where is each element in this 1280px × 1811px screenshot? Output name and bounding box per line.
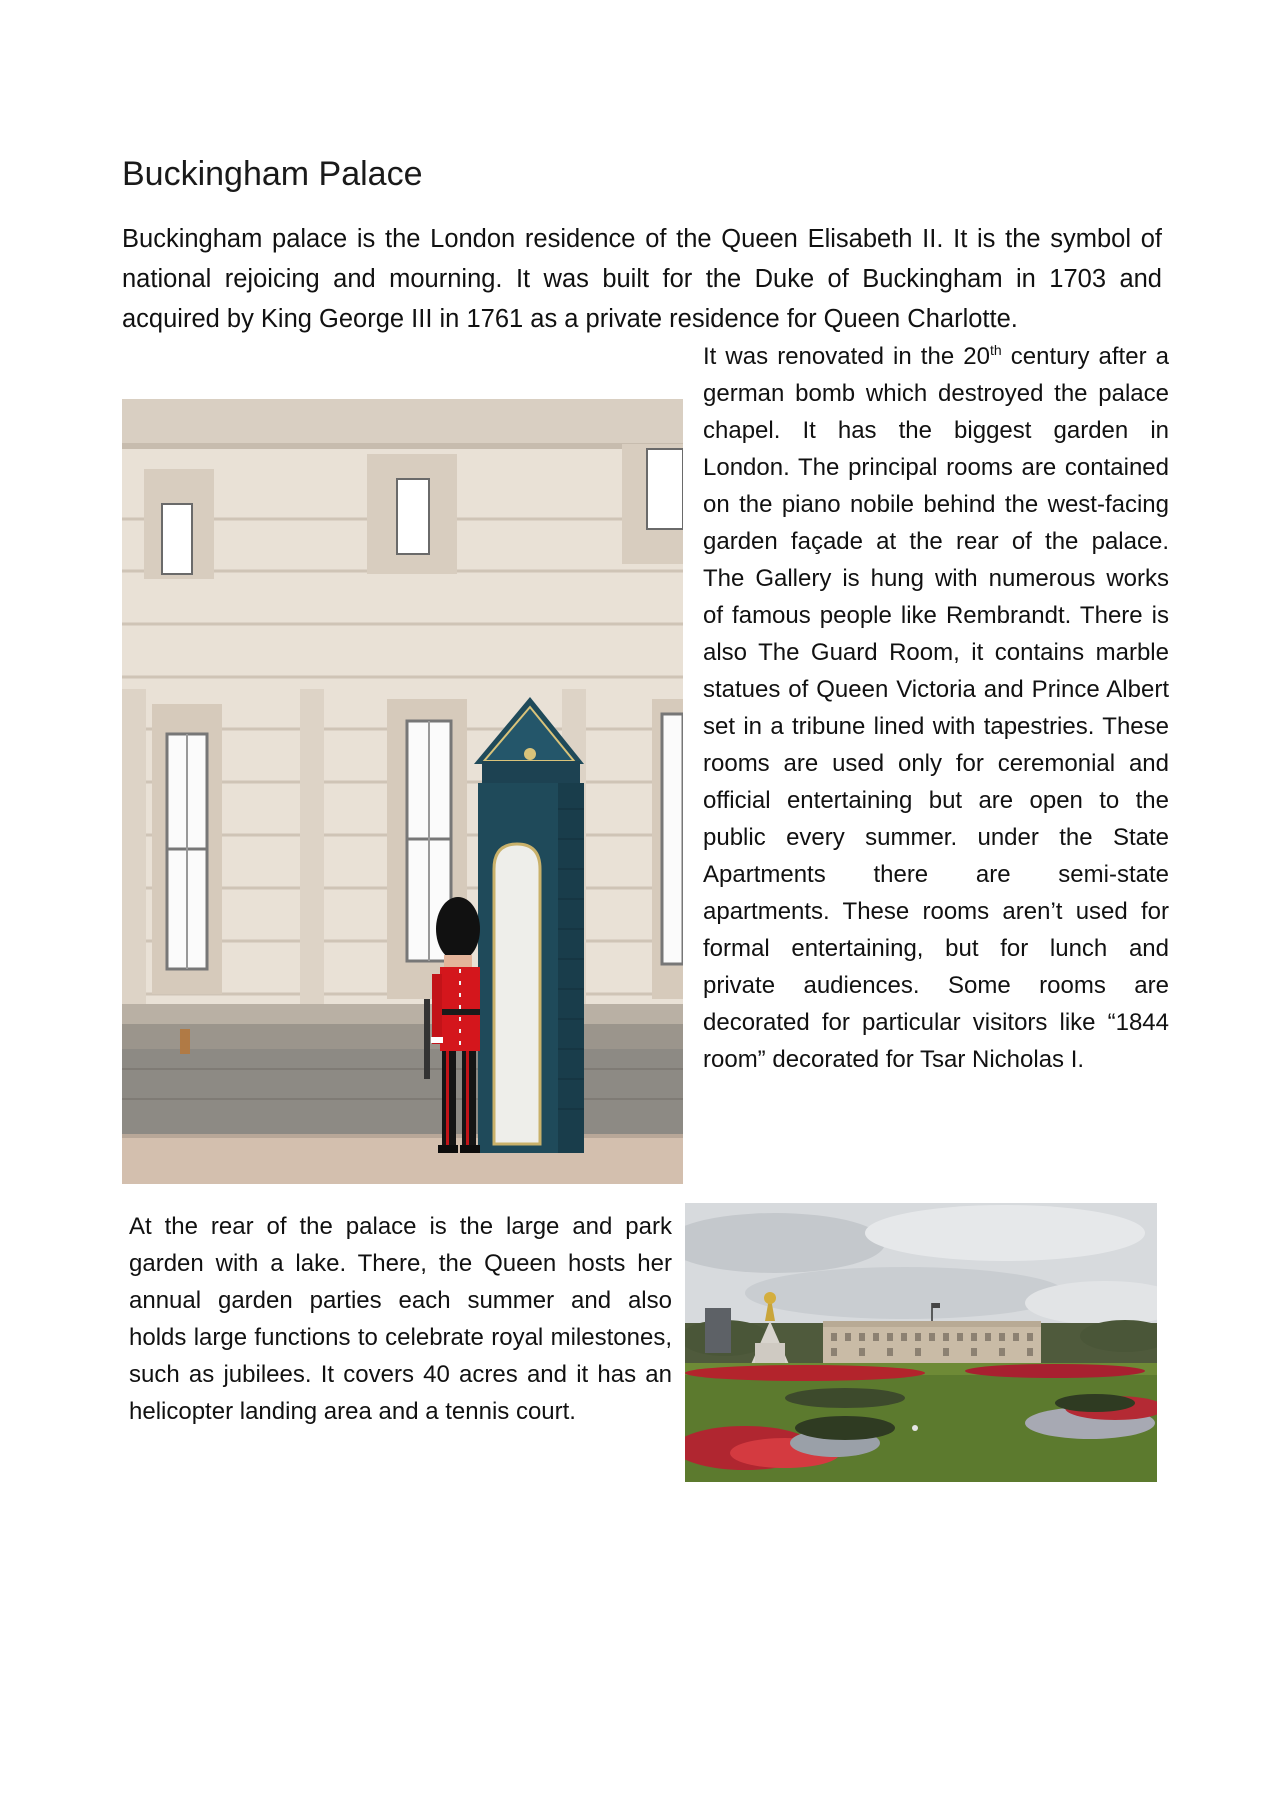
right-column-paragraph [703, 338, 1169, 1078]
garden-paragraph: At the rear of the palace is the large and park garden with a lake. There, the Queen hosts her annual garden parties each summer and also holds large functions to celebrate royal milestones, such as jubilees. It covers 40 acres and it has an helicopter landing area and a tennis court. [129, 1213, 672, 1425]
document-title: Buckingham Palace [122, 155, 423, 193]
right-column-lead: It was renovated in the 20 [703, 343, 990, 370]
palace-photo [685, 1203, 1157, 1482]
intro-paragraph: Buckingham palace is the London residence of the Queen Elisabeth II. It is the symbol of national rejoicing and mourning. It was built for the Duke of Buckingham in 1703 and acquired by King George III in 1761 as a private residence for Queen Charlotte. [122, 225, 1162, 333]
ordinal-superscript: th [989, 342, 1002, 358]
right-column-rest: century after a german bomb which destroyed the palace chapel. It has the biggest garden in London. The principal rooms are contained on the piano nobile behind the west-facing garden façade at the rear of the palace. The Gallery is hung with numerous works of famous people like Rembrandt. There is also The Guard Room, it contains marble statues of Queen Victoria and Prince Albert set in a tribune lined with tapestries. These rooms are used only for ceremonial and official entertaining but are open to the public every summer. under the State Apartments there are semi-state apartments. These rooms aren’t used for formal entertaining, but for lunch and private audiences. Some rooms are decorated for particular visitors like “1844 room” decorated for Tsar Nicholas I. [703, 343, 1170, 1073]
guard-photo [122, 399, 683, 1184]
